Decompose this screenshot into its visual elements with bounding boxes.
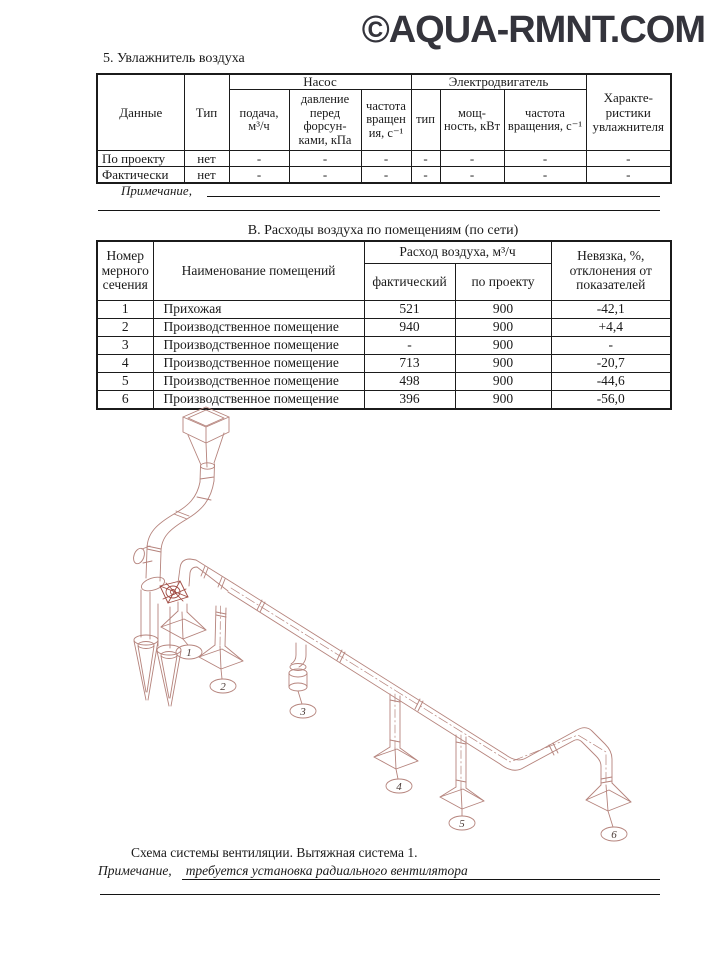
table-row (97, 373, 671, 391)
note-label-top: Примечание, (121, 183, 192, 198)
watermark-text: ©AQUA-RMNT.COM (361, 9, 705, 51)
point-label-5: 5 (459, 818, 465, 830)
cell-actual: 498 (364, 373, 455, 391)
col-header-motor-type: тип (411, 90, 440, 151)
group-header-motor: Электродвигатель (411, 74, 586, 90)
table-row-actual (97, 167, 671, 184)
col-header-motor-power: мощ-ность, кВт (440, 90, 504, 151)
cell-actual: 940 (364, 319, 455, 337)
table-row (97, 319, 671, 337)
table-row (97, 355, 671, 373)
humidifier-table (96, 73, 672, 184)
cell-value: - (289, 151, 361, 167)
cell-num: 1 (97, 301, 153, 319)
fan-unit (160, 581, 188, 603)
row-label: Фактически (97, 167, 184, 184)
exhaust-duct (132, 481, 214, 593)
col-header-pump-flow: подача, м³/ч (229, 90, 289, 151)
cell-room: Производственное помещение (153, 373, 364, 391)
ventilation-diagram (80, 400, 695, 850)
cell-value: - (586, 167, 671, 184)
cell-num: 5 (97, 373, 153, 391)
cell-room: Производственное помещение (153, 355, 364, 373)
note-label-bottom: Примечание, (98, 863, 172, 878)
cell-value: - (411, 151, 440, 167)
group-header-flow: Расход воздуха, м³/ч (364, 241, 551, 264)
cell-deviation: +4,4 (551, 319, 671, 337)
bottom-note (98, 863, 660, 880)
cell-project: 900 (455, 301, 551, 319)
table-row-project (97, 151, 671, 167)
cell-project: 900 (455, 391, 551, 410)
table-row (97, 337, 671, 355)
cell-num: 6 (97, 391, 153, 410)
col-header-project: по проекту (455, 264, 551, 301)
cell-deviation: -56,0 (551, 391, 671, 410)
branch-duct (178, 559, 233, 591)
cell-value: - (361, 151, 411, 167)
cell-room: Производственное помещение (153, 391, 364, 410)
cell-actual: 396 (364, 391, 455, 410)
col-header-pump-pressure: давление перед форсун-ками, кПа (289, 90, 361, 151)
air-flow-table (96, 240, 672, 410)
point-label-6: 6 (611, 829, 617, 841)
cell-deviation: -44,6 (551, 373, 671, 391)
cell-project: 900 (455, 355, 551, 373)
note-blank-line (207, 196, 660, 197)
intake-hood-2 (199, 606, 243, 693)
cell-project: 900 (455, 337, 551, 355)
cell-actual: 521 (364, 301, 455, 319)
separator-line-bottom (100, 894, 660, 895)
col-header-pump-speed: частота вращен ия, с⁻¹ (361, 90, 411, 151)
col-header-section-number: Номер мерного сечения (97, 241, 153, 301)
table-row (97, 301, 671, 319)
col-header-deviation: Невязка, %, отклонения от показателей (551, 241, 671, 301)
cell-value: - (289, 167, 361, 184)
intake-hood-6 (586, 783, 631, 841)
diagram-caption: Схема системы вентиляции. Вытяжная система 1. (131, 845, 418, 860)
cell-deviation: - (551, 337, 671, 355)
cell-value: - (411, 167, 440, 184)
row-label: По проекту (97, 151, 184, 167)
separator-line-top (98, 210, 660, 211)
point-label-1: 1 (186, 647, 192, 659)
cell-room: Прихожая (153, 301, 364, 319)
intake-hood-4 (374, 694, 418, 793)
cell-deviation: -42,1 (551, 301, 671, 319)
cell-project: 900 (455, 373, 551, 391)
col-header-type: Тип (184, 74, 229, 151)
section5-title: 5. Увлажнитель воздуха (103, 51, 245, 66)
point-label-3: 3 (300, 706, 306, 718)
cell-value: - (586, 151, 671, 167)
cell-value: - (361, 167, 411, 184)
col-header-data: Данные (97, 74, 184, 151)
col-header-motor-speed: частота вращения, с⁻¹ (504, 90, 586, 151)
cyclone-cones (134, 590, 181, 706)
cell-room: Производственное помещение (153, 337, 364, 355)
cell-num: 4 (97, 355, 153, 373)
cell-type: нет (184, 151, 229, 167)
flow-header-row-1 (97, 241, 671, 264)
cell-value: - (229, 167, 289, 184)
note-text: требуется установка радиального вентилятора (182, 863, 660, 880)
cell-value: - (229, 151, 289, 167)
cell-actual: - (364, 337, 455, 355)
point-label-2: 2 (220, 681, 226, 693)
main-duct (228, 583, 612, 785)
point-label-4: 4 (396, 781, 402, 793)
col-header-room-name: Наименование помещений (153, 241, 364, 301)
intake-hood-1 (161, 602, 206, 659)
group-header-pump: Насос (229, 74, 411, 90)
cell-value: - (440, 167, 504, 184)
col-header-actual: фактический (364, 264, 455, 301)
cell-num: 3 (97, 337, 153, 355)
cell-value: - (440, 151, 504, 167)
cell-value: - (504, 151, 586, 167)
cell-project: 900 (455, 319, 551, 337)
cell-actual: 713 (364, 355, 455, 373)
col-header-humidifier: Характе-ристики увлажнителя (586, 74, 671, 151)
cell-room: Производственное помещение (153, 319, 364, 337)
cell-value: - (504, 167, 586, 184)
humidifier-header-row-1 (97, 74, 671, 90)
sectionB-title: В. Расходы воздуха по помещениям (по сети) (247, 223, 519, 238)
cell-num: 2 (97, 319, 153, 337)
cell-deviation: -20,7 (551, 355, 671, 373)
cell-type: нет (184, 167, 229, 184)
